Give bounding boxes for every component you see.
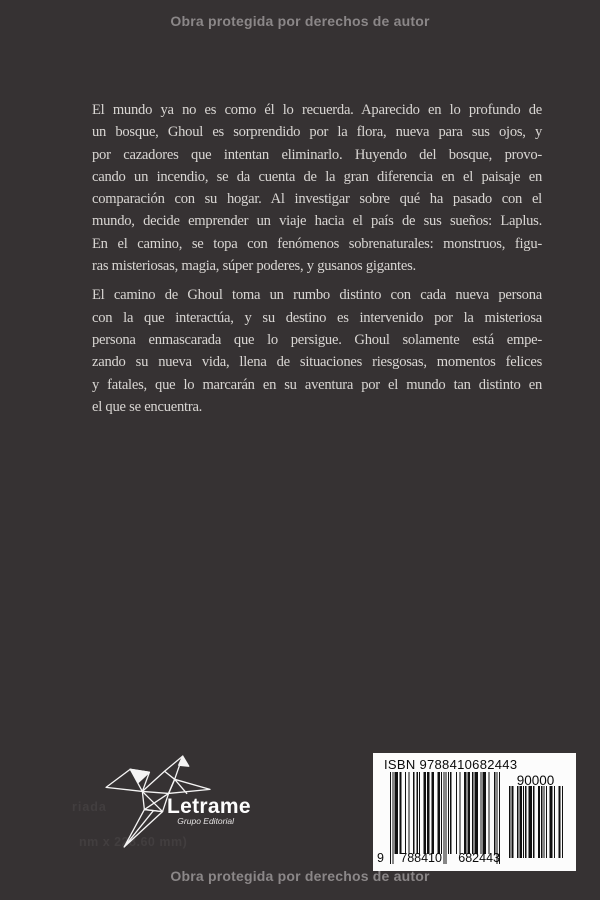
copyright-watermark-top: Obra protegida por derechos de autor bbox=[170, 13, 430, 29]
synopsis-line: zando su nueva vida, llena de situaciones riesgosas, momentos felices bbox=[92, 354, 542, 371]
barcode-addon-price-code: 90000 bbox=[516, 773, 555, 788]
synopsis-line: comparación con su hogar. Al investigar sobre qué ha pasado con el bbox=[92, 191, 542, 208]
copyright-watermark-bottom: Obra protegida por derechos de autor bbox=[170, 868, 430, 884]
synopsis-line: persona enmascarada que lo persigue. Ghoul solamente está empe- bbox=[92, 331, 542, 348]
synopsis-paragraph bbox=[92, 284, 542, 418]
synopsis-line: El camino de Ghoul toma un rumbo distinto con cada nueva persona bbox=[92, 287, 542, 304]
synopsis-line: El mundo ya no es como él lo recuerda. Aparecido en lo profundo de bbox=[92, 102, 542, 118]
origami-bird-icon bbox=[102, 749, 215, 853]
synopsis-paragraph bbox=[92, 99, 542, 277]
isbn-label: ISBN 9788410682443 bbox=[384, 757, 518, 772]
synopsis-line: por cazadores que intentan eliminarlo. Huyendo del bosque, provo- bbox=[92, 146, 542, 163]
ean5-addon-barcode bbox=[508, 786, 563, 858]
residual-template-text-2: nm x 228.60 mm) bbox=[79, 835, 188, 849]
synopsis-line: En el camino, se topa con fenómenos sobrenaturales: monstruos, figu- bbox=[92, 235, 542, 252]
synopsis-line: con la que interactúa, y su destino es intervenido por la misteriosa bbox=[92, 309, 542, 326]
barcode-digits bbox=[377, 852, 500, 865]
synopsis-text bbox=[92, 99, 542, 418]
synopsis-line: mundo, decide emprender un viaje hacia el país de sus sueños: Laplus. bbox=[92, 213, 542, 230]
synopsis-line: y fatales, que lo marcarán en su aventura por el mundo tan distinto en bbox=[92, 376, 542, 393]
publisher-name: Letrame bbox=[167, 795, 251, 818]
barcode-digit-group2: 682443 bbox=[458, 851, 500, 865]
residual-template-text-1: riada bbox=[72, 800, 107, 814]
synopsis-line: cando un incendio, se da cuenta de la gran diferencia en el paisaje en bbox=[92, 168, 542, 185]
synopsis-line: ras misteriosas, magia, súper poderes, y gusanos gigantes. bbox=[92, 258, 416, 275]
synopsis-line: un bosque, Ghoul es sorprendido por la flora, nueva para sus ojos, y bbox=[92, 124, 542, 141]
barcode-digit-group1: 788410 bbox=[400, 851, 442, 865]
synopsis-line: el que se encuentra. bbox=[92, 398, 203, 415]
barcode-digit-lead: 9 bbox=[377, 851, 384, 865]
barcode-panel bbox=[373, 753, 576, 871]
publisher-subtitle: Grupo Editorial bbox=[177, 816, 234, 826]
